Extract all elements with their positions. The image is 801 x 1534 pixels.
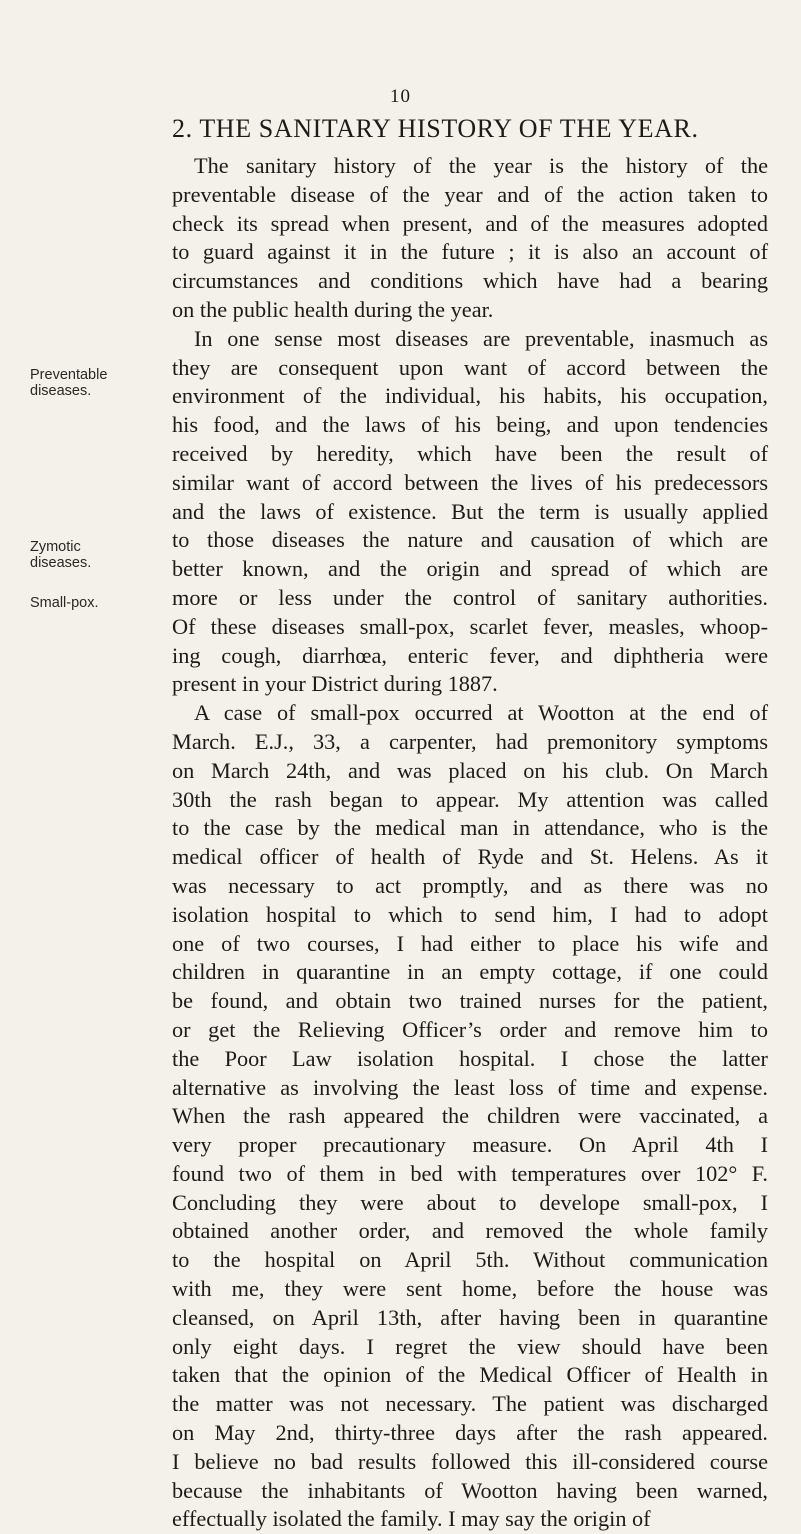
text-line: cleansed, on April 13th, after having been in quarantine [172, 1304, 768, 1330]
text-line: environment of the individual, his habits, his occupation, [172, 383, 768, 409]
text-line: because the inhabitants of Wootton having been warned, [172, 1477, 768, 1503]
text-line: Of these diseases small-pox, scarlet fever, measles, whoop- [172, 613, 768, 639]
text-line: effectually isolated the family. I may say the origin of [172, 1506, 651, 1532]
text-line: The sanitary history of the year is the history of the [194, 153, 768, 178]
margin-note-small-pox: Small-pox. [30, 595, 99, 611]
text-line: very proper precautionary measure. On April 4th I [172, 1132, 768, 1158]
text-line: on March 24th, and was placed on his club. On March [172, 757, 768, 783]
text-line: the matter was not necessary. The patient was discharged [172, 1391, 768, 1417]
text-line: isolation hospital to which to send him, I had to adopt [172, 901, 768, 927]
text-line: 30th the rash began to appear. My attention was called [172, 786, 768, 812]
text-line: Concluding they were about to develope small-pox, I [172, 1189, 768, 1215]
body-text [172, 152, 768, 1534]
text-line: children in quarantine in an empty cottage, if one could [172, 959, 768, 985]
text-line: better known, and the origin and spread of which are [172, 556, 768, 582]
text-line: to the hospital on April 5th. Without communication [172, 1247, 768, 1273]
text-line: ing cough, diarrhœa, enteric fever, and diphtheria were [172, 642, 768, 668]
text-line: circumstances and conditions which have had a bearing [172, 268, 768, 294]
text-line: or get the Relieving Officer’s order and remove him to [172, 1016, 768, 1042]
text-line: alternative as involving the least loss of time and expense. [172, 1074, 768, 1100]
text-line: In one sense most diseases are preventable, inasmuch as [194, 325, 768, 351]
text-line: on the public health during the year. [172, 296, 494, 322]
text-line: present in your District during 1887. [172, 671, 498, 697]
text-line: taken that the opinion of the Medical Officer of Health in [172, 1362, 768, 1388]
text-line: A case of small-pox occurred at Wootton at the end of [194, 700, 768, 726]
text-line: to those diseases the nature and causation of which are [172, 527, 768, 553]
text-line: March. E.J., 33, a carpenter, had premonitory symptoms [172, 728, 768, 754]
text-line: to the case by the medical man in attendance, who is the [172, 815, 768, 841]
section-heading: 2. THE SANITARY HISTORY OF THE YEAR. [172, 114, 699, 143]
text-line: found two of them in bed with temperatures over 102° F. [172, 1160, 768, 1186]
text-line: When the rash appeared the children were vaccinated, a [172, 1103, 768, 1129]
text-line: obtained another order, and removed the whole family [172, 1218, 768, 1244]
page-number: 10 [390, 86, 411, 107]
text-line: be found, and obtain two trained nurses for the patient, [172, 988, 768, 1014]
text-line: received by heredity, which have been the result of [172, 440, 768, 466]
margin-note-zymotic-diseases: Zymotic diseases. [30, 539, 92, 571]
text-line: on May 2nd, thirty-three days after the rash appeared. [172, 1420, 768, 1446]
text-line: I believe no bad results followed this ill-considered course [172, 1448, 768, 1474]
text-line: one of two courses, I had either to place his wife and [172, 930, 768, 956]
margin-note-preventable-diseases: Preventable diseases. [30, 367, 108, 399]
text-line: they are consequent upon want of accord between the [172, 354, 768, 380]
text-line: and the laws of existence. But the term is usually applied [172, 498, 768, 524]
text-line: to guard against it in the future ; it is also an account of [172, 239, 768, 265]
text-line: with me, they were sent home, before the house was [172, 1276, 768, 1302]
text-line: his food, and the laws of his being, and upon tendencies [172, 412, 768, 438]
text-line: preventable disease of the year and of the action taken to [172, 181, 768, 207]
text-line: more or less under the control of sanitary authorities. [172, 584, 768, 610]
text-line: the Poor Law isolation hospital. I chose the latter [172, 1045, 768, 1071]
text-line: similar want of accord between the lives of his predecessors [172, 469, 768, 495]
text-line: check its spread when present, and of the measures adopted [172, 210, 768, 236]
text-line: medical officer of health of Ryde and St. Helens. As it [172, 844, 768, 870]
text-line: was necessary to act promptly, and as there was no [172, 872, 768, 898]
text-line: only eight days. I regret the view should have been [172, 1333, 768, 1359]
